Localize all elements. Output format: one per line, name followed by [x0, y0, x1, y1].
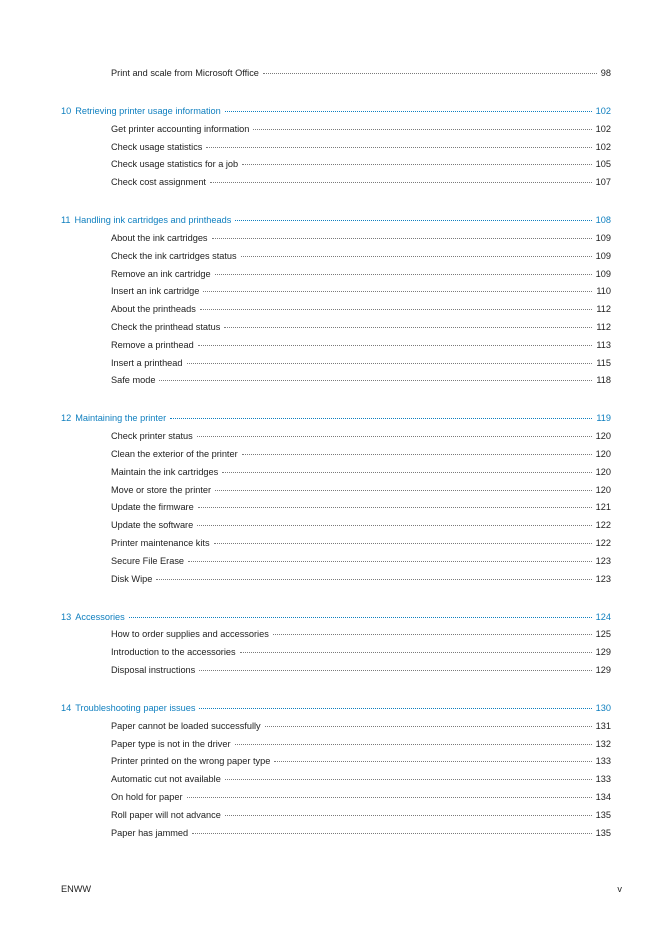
page-number: 115 — [596, 357, 611, 368]
page-number: 123 — [595, 555, 611, 566]
page-number: 112 — [596, 322, 611, 332]
page-number: 120 — [595, 431, 611, 442]
page-number: 109 — [595, 250, 611, 261]
toc-chapter-heading[interactable] — [61, 412, 611, 424]
dot-leader — [225, 814, 592, 816]
dot-leader — [215, 273, 592, 275]
dot-leader — [253, 128, 591, 130]
page-number: 119 — [596, 413, 611, 424]
page-number: 122 — [595, 538, 611, 548]
toc-entry[interactable] — [111, 374, 611, 386]
toc-chapter-heading[interactable] — [61, 702, 611, 714]
entry-title: Disk Wipe — [111, 573, 153, 584]
page-number: 108 — [595, 215, 611, 226]
toc-entry[interactable] — [111, 628, 611, 640]
dot-leader — [242, 453, 592, 455]
entry-title: Check printer status — [111, 431, 193, 442]
entry-title: Check the printhead status — [111, 322, 221, 332]
toc-entry[interactable] — [111, 141, 611, 153]
dot-leader — [225, 110, 592, 112]
entry-title: Check usage statistics — [111, 141, 203, 152]
entry-title: How to order supplies and accessories — [111, 629, 269, 640]
dot-leader — [206, 146, 591, 148]
entry-title: Secure File Erase — [111, 555, 185, 566]
toc-entry[interactable] — [111, 809, 611, 821]
dot-leader — [242, 163, 592, 165]
entry-title: Check cost assignment — [111, 177, 206, 188]
chapter-title: Retrieving printer usage information — [75, 106, 221, 116]
dot-leader — [188, 560, 592, 562]
page-number: 129 — [595, 665, 611, 675]
toc-entry[interactable] — [111, 268, 611, 280]
page-number: 121 — [595, 502, 611, 513]
dot-leader — [197, 435, 592, 437]
dot-leader — [222, 471, 591, 473]
page-number: 107 — [595, 177, 611, 188]
entry-title: Remove an ink cartridge — [111, 268, 211, 279]
toc-entry[interactable] — [111, 123, 611, 135]
entry-title: Move or store the printer — [111, 484, 212, 495]
entry-title: Maintain the ink cartridges — [111, 466, 219, 477]
entry-title: Get printer accounting information — [111, 123, 250, 134]
toc-entry[interactable] — [111, 519, 611, 531]
entry-title: Printer maintenance kits — [111, 538, 210, 548]
dot-leader — [215, 489, 592, 491]
toc-entry[interactable] — [111, 232, 611, 244]
page-number: 109 — [595, 233, 611, 243]
entry-title: Safe mode — [111, 375, 156, 386]
chapter-number: 13 — [61, 611, 72, 622]
dot-leader — [199, 707, 591, 709]
dot-leader — [265, 725, 592, 727]
toc-entry[interactable] — [111, 430, 611, 442]
entry-title: Paper type is not in the driver — [111, 738, 231, 749]
toc-entry[interactable] — [111, 466, 611, 478]
footer-left-label: ENWW — [61, 884, 92, 894]
toc-entry[interactable] — [111, 501, 611, 513]
page-number: 133 — [595, 774, 611, 785]
entry-title: Print and scale from Microsoft Office — [111, 68, 259, 78]
toc-entry[interactable] — [111, 791, 611, 803]
dot-leader — [129, 616, 592, 618]
dot-leader — [187, 796, 592, 798]
dot-leader — [273, 633, 592, 635]
toc-chapter-heading[interactable] — [61, 105, 611, 117]
toc-chapter-heading[interactable] — [61, 611, 611, 623]
toc-entry[interactable] — [111, 285, 611, 297]
page-number: 120 — [595, 484, 611, 495]
page-number: 112 — [596, 304, 611, 315]
dot-leader — [203, 290, 592, 292]
page-number: 110 — [596, 286, 611, 297]
toc-entry[interactable] — [111, 303, 611, 315]
entry-title: Update the software — [111, 520, 194, 531]
entry-title: Remove a printhead — [111, 339, 194, 350]
page-number: 135 — [595, 809, 611, 820]
dot-leader — [210, 181, 592, 183]
entry-title: Paper has jammed — [111, 827, 189, 838]
entry-title: Clean the exterior of the printer — [111, 449, 238, 459]
chapter-number: 10 — [61, 106, 72, 116]
page-number: 125 — [595, 629, 611, 640]
dot-leader — [212, 237, 592, 239]
page-number: 132 — [595, 738, 611, 749]
toc-entry[interactable] — [111, 357, 611, 369]
toc-entry[interactable] — [111, 67, 611, 79]
chapter-title: Accessories — [75, 611, 125, 622]
page-number: 113 — [596, 339, 611, 350]
page-number: 102 — [595, 106, 611, 116]
dot-leader — [241, 255, 592, 257]
dot-leader — [263, 72, 597, 74]
toc-chapter-heading[interactable] — [61, 214, 611, 226]
chapter-title: Maintaining the printer — [75, 413, 167, 424]
dot-leader — [200, 308, 593, 310]
dot-leader — [198, 506, 592, 508]
toc-entry[interactable] — [111, 755, 611, 767]
toc-entry[interactable] — [111, 738, 611, 750]
chapter-title: Troubleshooting paper issues — [75, 703, 196, 713]
toc-entry[interactable] — [111, 448, 611, 460]
dot-leader — [235, 219, 591, 221]
page-number: 135 — [595, 827, 611, 838]
dot-leader — [159, 379, 592, 381]
page-number: 129 — [595, 647, 611, 658]
entry-title: Introduction to the accessories — [111, 647, 236, 658]
dot-leader — [170, 417, 592, 419]
page-number: 120 — [595, 449, 611, 459]
dot-leader — [224, 326, 592, 328]
footer-page-number: v — [617, 884, 622, 894]
page-number: 102 — [595, 141, 611, 152]
dot-leader — [156, 578, 591, 580]
entry-title: On hold for paper — [111, 792, 183, 802]
entry-title: Printer printed on the wrong paper type — [111, 756, 271, 767]
toc-entry[interactable] — [111, 176, 611, 188]
dot-leader — [235, 743, 592, 745]
entry-title: Check the ink cartridges status — [111, 250, 237, 261]
toc-entry[interactable] — [111, 484, 611, 496]
page-number: 109 — [595, 268, 611, 279]
page-number: 131 — [595, 720, 611, 731]
chapter-number: 12 — [61, 413, 72, 424]
toc-entry[interactable] — [111, 158, 611, 170]
toc-entry[interactable] — [111, 664, 611, 676]
page-number: 134 — [595, 792, 611, 802]
dot-leader — [197, 524, 591, 526]
toc-entry[interactable] — [111, 573, 611, 585]
page-number: 133 — [595, 756, 611, 767]
page-number: 120 — [595, 466, 611, 477]
toc-entry[interactable] — [111, 339, 611, 351]
toc-entry[interactable] — [111, 537, 611, 549]
dot-leader — [187, 362, 593, 364]
page-number: 98 — [600, 68, 611, 78]
toc-entry[interactable] — [111, 321, 611, 333]
page-number: 122 — [595, 520, 611, 531]
toc-entry[interactable] — [111, 555, 611, 567]
entry-title: About the printheads — [111, 304, 196, 315]
chapter-number: 14 — [61, 703, 72, 713]
entry-title: Update the firmware — [111, 502, 194, 513]
toc-entry[interactable] — [111, 250, 611, 262]
dot-leader — [198, 344, 593, 346]
toc-entry[interactable] — [111, 720, 611, 732]
entry-title: Roll paper will not advance — [111, 809, 221, 820]
page-number: 130 — [595, 703, 611, 713]
entry-title: Automatic cut not available — [111, 774, 221, 785]
page-number: 105 — [595, 159, 611, 170]
dot-leader — [199, 669, 591, 671]
entry-title: Insert a printhead — [111, 357, 183, 368]
toc-entry[interactable] — [111, 646, 611, 658]
dot-leader — [225, 778, 592, 780]
chapter-title: Handling ink cartridges and printheads — [74, 215, 232, 226]
page-number: 118 — [596, 375, 611, 386]
entry-title: Disposal instructions — [111, 665, 196, 675]
dot-leader — [214, 542, 592, 544]
chapter-number: 11 — [61, 215, 71, 226]
toc-entry[interactable] — [111, 827, 611, 839]
toc-entry[interactable] — [111, 773, 611, 785]
dot-leader — [274, 760, 591, 762]
entry-title: Insert an ink cartridge — [111, 286, 200, 297]
dot-leader — [240, 651, 592, 653]
dot-leader — [192, 832, 592, 834]
entry-title: About the ink cartridges — [111, 233, 208, 243]
page-number: 123 — [595, 573, 611, 584]
page-number: 124 — [595, 611, 611, 622]
page-number: 102 — [595, 123, 611, 134]
entry-title: Paper cannot be loaded successfully — [111, 720, 261, 731]
entry-title: Check usage statistics for a job — [111, 159, 239, 170]
